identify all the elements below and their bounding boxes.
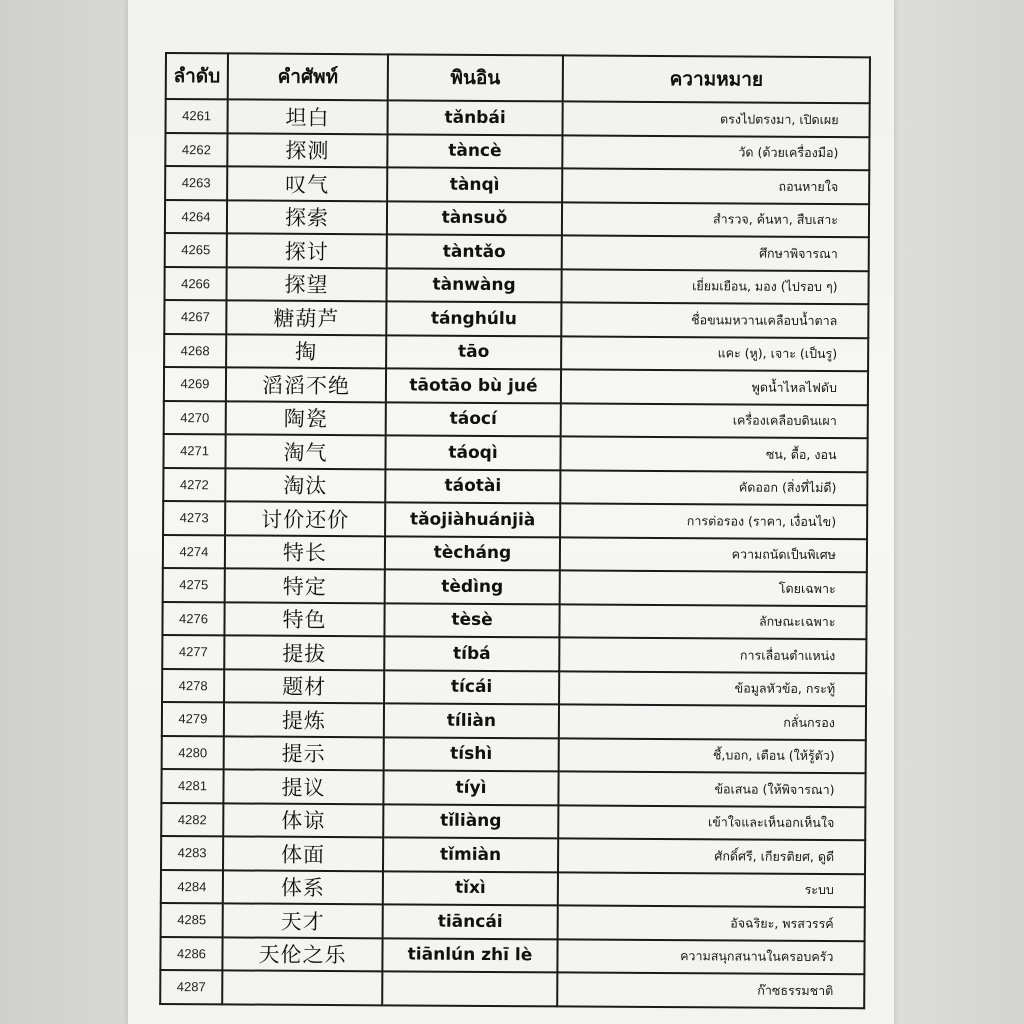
table-row [164,400,868,438]
row-pinyin: tàncè [387,134,562,169]
row-meaning: ศึกษาพิจารณา [562,235,869,270]
table-row [160,936,864,974]
vocabulary-table [159,52,871,1009]
row-word: 提示 [224,736,384,770]
row-word: 淘气 [225,434,385,468]
table-row [161,903,865,941]
row-meaning: ข้อมูลหัวข้อ, กระทู้ [559,671,866,706]
row-pinyin: tāotāo bù jué [386,368,561,403]
table-row [164,267,868,305]
row-number: 4281 [161,769,223,803]
row-word: 探望 [226,267,386,301]
header-number: ลำดับ [166,53,228,99]
row-meaning: พูดน้ำไหลไฟดับ [561,369,868,404]
row-pinyin: tiānlún zhī lè [382,938,557,973]
table-row [163,434,867,472]
row-number: 4261 [166,99,228,133]
row-pinyin [382,971,557,1006]
row-pinyin: tèdìng [385,569,560,604]
row-number: 4264 [165,200,227,234]
row-word: 提拔 [224,635,384,669]
row-pinyin: tāo [386,335,561,370]
table-row [162,635,866,673]
row-pinyin: tíbá [384,636,559,671]
table-row [161,769,865,807]
row-pinyin: tǐmiàn [383,837,558,872]
table-row [162,702,866,740]
row-word: 体系 [223,870,383,904]
row-meaning: คัดออก (สิ่งที่ไม่ดี) [560,470,867,505]
row-number: 4267 [164,300,226,334]
row-meaning: กลั่นกรอง [559,704,866,739]
row-pinyin: tǎojiàhuánjià [385,502,560,537]
row-pinyin: tànqì [387,167,562,202]
row-word: 探索 [227,200,387,234]
row-meaning: ลักษณะเฉพาะ [559,604,866,639]
row-pinyin: tèsè [384,603,559,638]
row-number: 4286 [160,936,222,970]
table-row [165,200,869,238]
row-word: 陶瓷 [226,401,386,435]
row-word: 掏 [226,334,386,368]
row-number: 4279 [162,702,224,736]
row-meaning: โดยเฉพาะ [560,570,867,605]
table-row [164,367,868,405]
row-number: 4278 [162,668,224,702]
row-number: 4262 [165,133,227,167]
row-pinyin: tíyì [383,770,558,805]
row-meaning: ระบบ [558,872,865,907]
row-meaning: ซน, ดื้อ, งอน [560,436,867,471]
row-pinyin: táoqì [385,435,560,470]
row-word: 天伦之乐 [222,937,382,971]
row-meaning: ชื่อขนมหวานเคลือบน้ำตาล [561,302,868,337]
row-word: 提炼 [224,702,384,736]
row-pinyin: tiāncái [383,904,558,939]
row-number: 4275 [163,568,225,602]
row-number: 4287 [160,970,222,1004]
row-word: 淘汰 [225,468,385,502]
row-number: 4272 [163,467,225,501]
row-word: 坦白 [228,99,388,133]
row-number: 4266 [164,267,226,301]
table-row [162,668,866,706]
row-word: 体谅 [223,803,383,837]
row-meaning: เครื่องเคลือบดินเผา [561,403,868,438]
table-row [164,300,868,338]
row-number: 4283 [161,836,223,870]
row-meaning: สำรวจ, ค้นหา, สืบเสาะ [562,202,869,237]
row-meaning: เยี่ยมเยือน, มอง (ไปรอบ ๆ) [561,269,868,304]
row-pinyin: tǎnbái [388,100,563,135]
table-row [162,735,866,773]
row-number: 4274 [163,534,225,568]
row-meaning: ศักดิ์ศรี, เกียรติยศ, ดูดี [558,838,865,873]
table-row [163,501,867,539]
row-number: 4269 [164,367,226,401]
row-number: 4268 [164,334,226,368]
row-pinyin: tànwàng [386,268,561,303]
table-row [160,970,864,1008]
row-number: 4284 [161,869,223,903]
row-word: 讨价还价 [225,501,385,535]
row-word: 探讨 [227,233,387,267]
table-row [161,836,865,874]
row-meaning: การต่อรอง (ราคา, เงื่อนไข) [560,503,867,538]
row-meaning: ก๊าซธรรมชาติ [557,972,864,1007]
row-word: 题材 [224,669,384,703]
table-row [165,233,869,271]
row-number: 4270 [164,400,226,434]
row-number: 4285 [161,903,223,937]
row-word: 滔滔不绝 [226,367,386,401]
row-number: 4282 [161,802,223,836]
row-meaning: ตรงไปตรงมา, เปิดเผย [563,101,870,136]
row-word: 天才 [223,903,383,937]
row-pinyin: tícái [384,670,559,705]
row-meaning: แคะ (หู), เจาะ (เป็นรู) [561,336,868,371]
row-number: 4276 [162,601,224,635]
row-pinyin: tǐxì [383,871,558,906]
header-pinyin: พินอิน [388,54,563,101]
row-meaning: การเลื่อนตำแหน่ง [559,637,866,672]
row-word: 特色 [224,602,384,636]
row-pinyin: tànsuǒ [387,201,562,236]
row-pinyin: tíliàn [384,703,559,738]
row-word [222,970,382,1004]
row-word: 特定 [225,568,385,602]
row-number: 4271 [163,434,225,468]
row-word: 提议 [223,769,383,803]
row-number: 4277 [162,635,224,669]
row-number: 4273 [163,501,225,535]
row-number: 4263 [165,166,227,200]
row-word: 体面 [223,836,383,870]
table-row [165,166,869,204]
row-pinyin: tàntǎo [387,234,562,269]
row-meaning: ชี้,บอก, เตือน (ให้รู้ตัว) [559,738,866,773]
row-pinyin: tǐliàng [383,804,558,839]
header-meaning: ความหมาย [563,55,870,103]
table-row [166,99,870,137]
table-row [161,802,865,840]
header-word: คำศัพท์ [228,53,388,100]
table-row [162,601,866,639]
row-word: 探测 [227,133,387,167]
table-body [160,99,870,1008]
row-word: 糖葫芦 [226,300,386,334]
table-row [163,568,867,606]
table-row [161,869,865,907]
row-pinyin: táotài [385,469,560,504]
row-meaning: ความถนัดเป็นพิเศษ [560,537,867,572]
table-row [163,534,867,572]
row-word: 叹气 [227,166,387,200]
row-meaning: ความสนุกสนานในครอบครัว [557,939,864,974]
row-pinyin: tíshì [384,737,559,772]
row-meaning: อัจฉริยะ, พรสวรรค์ [558,905,865,940]
row-number: 4265 [165,233,227,267]
table-row [164,334,868,372]
table-row [163,467,867,505]
row-meaning: ข้อเสนอ (ให้พิจารณา) [558,771,865,806]
table-row [165,133,869,171]
row-meaning: วัด (ด้วยเครื่องมือ) [562,135,869,170]
row-meaning: เข้าใจและเห็นอกเห็นใจ [558,805,865,840]
row-meaning: ถอนหายใจ [562,168,869,203]
row-word: 特长 [225,535,385,569]
row-pinyin: tánghúlu [386,301,561,336]
row-pinyin: táocí [386,402,561,437]
header-row [166,53,870,103]
row-pinyin: tècháng [385,536,560,571]
row-number: 4280 [162,735,224,769]
